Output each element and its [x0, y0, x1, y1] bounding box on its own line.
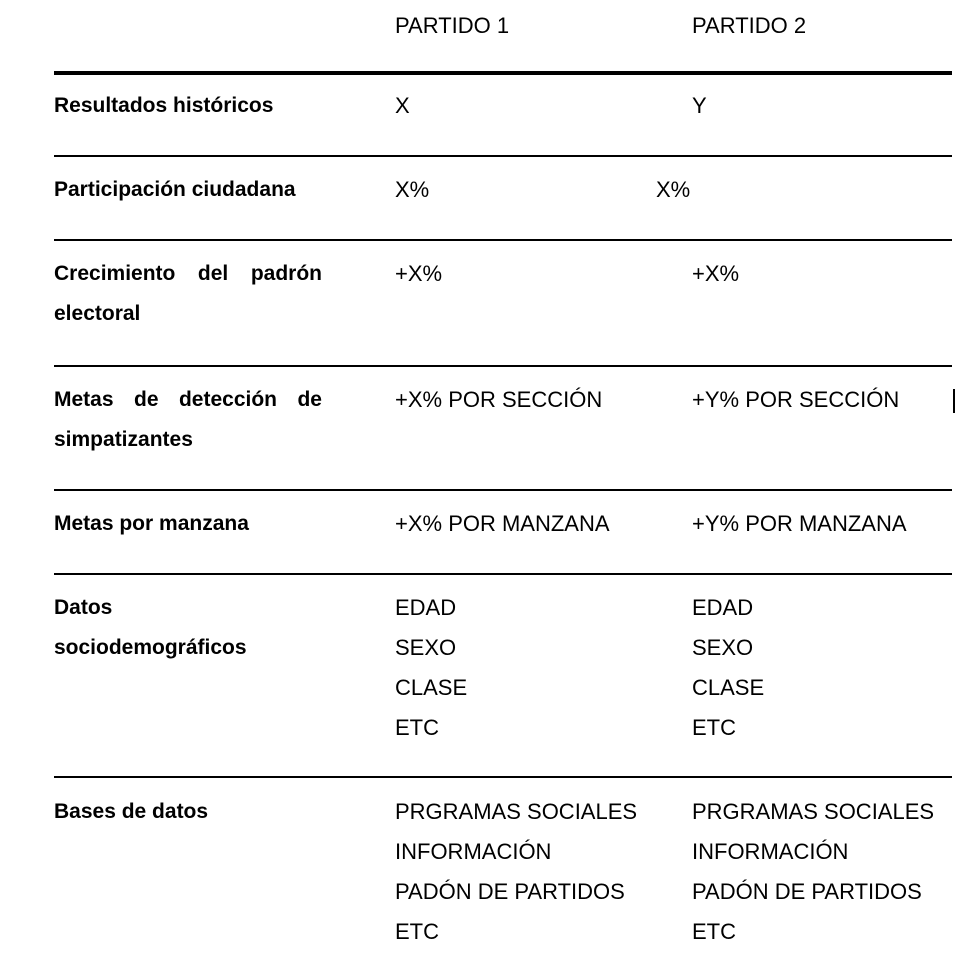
cell-partido-2: +Y% POR SECCIÓN — [692, 387, 900, 412]
cell-line: EDAD — [692, 595, 754, 620]
row-label: Participación ciudadana — [54, 178, 296, 201]
cell-partido-1: +X% POR MANZANA — [395, 511, 610, 536]
row-label-line: sociodemográficos — [54, 636, 247, 659]
cell-line: ETC — [692, 919, 736, 944]
cell-partido-1: X — [395, 93, 410, 118]
row-divider — [54, 573, 952, 575]
cell-partido-1: X% — [395, 177, 430, 202]
table-row — [54, 792, 952, 962]
row-label — [54, 588, 322, 668]
row-label: Resultados históricos — [54, 94, 274, 117]
cell-line: CLASE — [692, 675, 765, 700]
row-label: Crecimiento del padrón electoral — [54, 262, 322, 325]
cell-line: ETC — [395, 715, 439, 740]
cell-line: INFORMACIÓN — [692, 839, 849, 864]
cell-partido-1 — [395, 792, 637, 952]
cell-line: INFORMACIÓN — [395, 839, 552, 864]
cell-partido-2: X% — [656, 177, 691, 202]
cell-partido-2 — [692, 588, 764, 748]
cell-line: ETC — [395, 919, 439, 944]
cell-line: CLASE — [395, 675, 468, 700]
column-header-partido-2: PARTIDO 2 — [692, 13, 807, 38]
table-row — [54, 504, 952, 572]
cell-partido-1: +X% — [395, 261, 443, 286]
header-divider — [54, 71, 952, 75]
row-divider — [54, 155, 952, 157]
column-header-partido-1: PARTIDO 1 — [395, 13, 510, 38]
table-row — [54, 254, 952, 364]
table-header — [54, 0, 952, 72]
cell-line: PRGRAMAS SOCIALES — [692, 799, 935, 824]
row-label: Bases de datos — [54, 800, 209, 823]
cell-line: ETC — [692, 715, 736, 740]
cell-partido-2: Y — [692, 93, 707, 118]
cell-line: PADÓN DE PARTIDOS — [395, 879, 625, 904]
cell-line: PADÓN DE PARTIDOS — [692, 879, 922, 904]
cell-partido-1: +X% POR SECCIÓN — [395, 387, 603, 412]
row-divider — [54, 489, 952, 491]
table-row — [54, 86, 952, 154]
cell-line: SEXO — [395, 635, 457, 660]
cell-partido-1 — [395, 588, 467, 748]
row-divider — [54, 365, 952, 367]
row-divider — [54, 239, 952, 241]
row-label: Metas de detección de simpatizantes — [54, 388, 322, 451]
table-row — [54, 380, 952, 488]
row-label-line: Datos — [54, 596, 113, 619]
cell-partido-2: +Y% POR MANZANA — [692, 511, 907, 536]
table-row — [54, 588, 952, 776]
cell-partido-2 — [692, 792, 934, 952]
cell-line: PRGRAMAS SOCIALES — [395, 799, 638, 824]
cursor-mark — [953, 389, 955, 413]
table-row — [54, 170, 952, 238]
row-divider — [54, 776, 952, 778]
cell-partido-2: +X% — [692, 261, 740, 286]
cell-line: EDAD — [395, 595, 457, 620]
cell-line: SEXO — [692, 635, 754, 660]
row-label: Metas por manzana — [54, 512, 249, 535]
